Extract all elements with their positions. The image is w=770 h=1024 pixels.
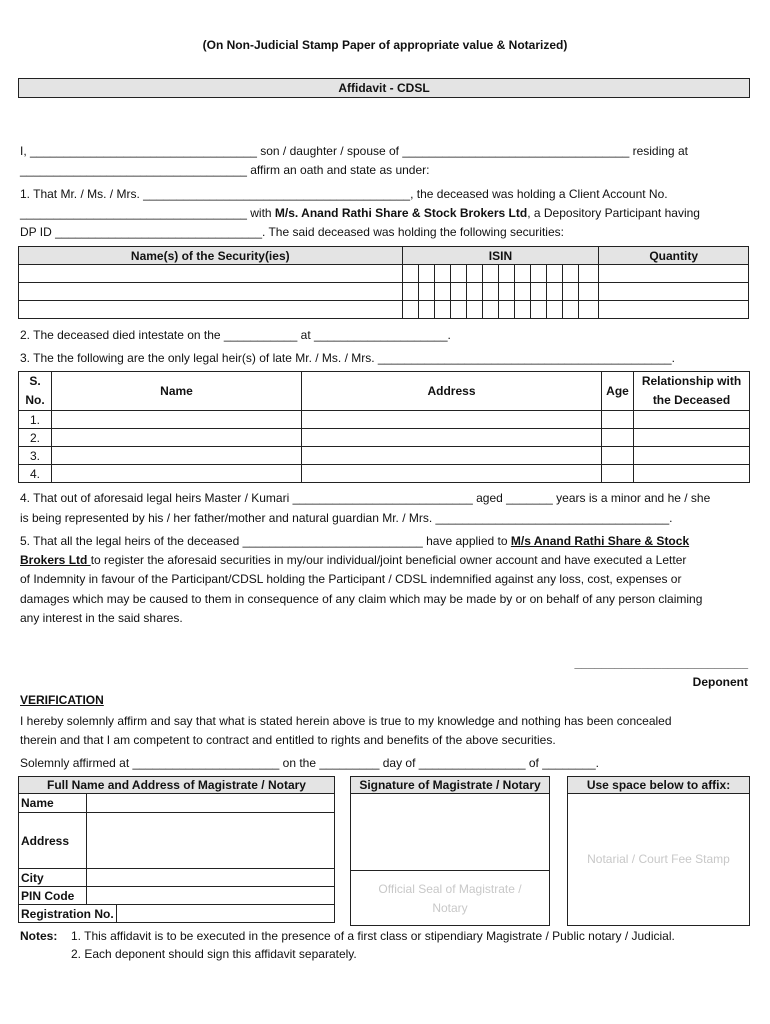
stamp-paper-note: (On Non-Judicial Stamp Paper of appropriate value & Notarized) [202,38,568,52]
para1-line-3: DP ID _______________________________. The said deceased was holding the following securities: [20,225,564,239]
heir-address-cell[interactable] [302,411,602,429]
heir-age-cell[interactable] [602,465,634,483]
security-name-cell[interactable] [19,283,403,301]
heir-name-cell[interactable] [52,429,302,447]
col-isin: ISIN [402,247,599,265]
deponent-label: Deponent [692,675,748,689]
heir-address-cell[interactable] [302,429,602,447]
col-quantity: Quantity [599,247,749,265]
para5-line-5: any interest in the said shares. [20,611,183,625]
table-row [19,301,749,319]
notes-label: Notes: [20,929,58,943]
note-1: 1. This affidavit is to be executed in the presence of a first class or stipendiary Magistrate / Public notary / Judicial. [71,929,675,943]
row-number: 1. [19,411,52,429]
para2: 2. The deceased died intestate on the ___________ at ____________________. [20,328,451,342]
row-number: 2. [19,429,52,447]
para5-line-2 [20,553,686,567]
intro-line-1: I, __________________________________ son / daughter / spouse of __________________________________ residing at [20,144,688,158]
magistrate-address-field[interactable] [87,813,335,869]
stamp-box[interactable] [567,793,750,926]
table-row [19,447,750,465]
verification-line-1: I hereby solemnly affirm and say that what is stated herein above is true to my knowledge and nothing has been concealed [20,714,672,728]
para1-line-1: 1. That Mr. / Ms. / Mrs. ________________________________________, the deceased was holding a Client Account No. [20,187,668,201]
magistrate-registration-field[interactable] [117,905,335,923]
table-row [19,465,750,483]
signature-divider [351,870,549,871]
quantity-cell[interactable] [599,283,749,301]
heir-age-cell[interactable] [602,429,634,447]
signature-box[interactable] [350,793,550,926]
page-title: Affidavit - CDSL [18,78,750,98]
para4-line-1: 4. That out of aforesaid legal heirs Master / Kumari ___________________________ aged _______ years is a minor and he / she [20,491,711,505]
para5-line-4: damages which may be caused to them in consequence of any claim which may be made by or on behalf of any person claiming [20,592,703,606]
row-number: 4. [19,465,52,483]
col-heir-address: Address [302,372,602,411]
heir-relationship-cell[interactable] [634,465,750,483]
para5-line-1 [20,534,689,548]
seal-text-1: Official Seal of Magistrate / [378,882,522,896]
seal-text-2: Notary [432,901,468,915]
magistrate-pin-field[interactable] [87,887,335,905]
verification-line-3: Solemnly affirmed at ______________________ on the _________ day of ________________ of ________. [20,756,599,770]
broker-name-3: Brokers Ltd [20,553,91,567]
table-row [19,265,749,283]
quantity-cell[interactable] [599,265,749,283]
heir-name-cell[interactable] [52,465,302,483]
broker-name-2: M/s Anand Rathi Share & Stock [510,534,690,548]
magistrate-city-field[interactable] [87,869,335,887]
para4-line-2: is being represented by his / her father/mother and natural guardian Mr. / Mrs. ___________________________________. [20,511,673,525]
security-name-cell[interactable] [19,301,403,319]
col-security-name: Name(s) of the Security(ies) [19,247,403,265]
court-fee-stamp-area: Notarial / Court Fee Stamp [587,852,730,866]
table-row [19,283,749,301]
broker-name: M/s. Anand Rathi Share & Stock Brokers Ltd [274,206,528,220]
quantity-cell[interactable] [599,301,749,319]
signature-header: Signature of Magistrate / Notary [350,776,550,794]
heir-relationship-cell[interactable] [634,411,750,429]
securities-table [18,246,749,319]
heir-age-cell[interactable] [602,447,634,465]
legal-heirs-table [18,371,750,483]
heir-name-cell[interactable] [52,447,302,465]
city-label: City [19,869,87,887]
col-sno-2: No. [25,393,45,407]
address-label: Address [19,813,87,869]
heir-address-cell[interactable] [302,465,602,483]
col-relationship: Relationship with [641,374,742,388]
heir-relationship-cell[interactable] [634,429,750,447]
intro-line-2: __________________________________ affirm an oath and state as under: [20,163,430,177]
row-number: 3. [19,447,52,465]
verification-line-2: therein and that I am competent to contract and entitled to rights and benefits of the above securities. [20,733,556,747]
para5-line-2-post: to register the aforesaid securities in my/our individual/joint beneficial owner account and have executed a Letter [90,553,687,567]
security-name-cell[interactable] [19,265,403,283]
para5-line-3: of Indemnity in favour of the Participant/CDSL holding the Participant / CDSL indemnified against any loss, cost, expenses or [20,572,682,586]
name-label: Name [19,794,87,813]
col-heir-age: Age [602,372,634,411]
magistrate-name-field[interactable] [87,794,335,813]
col-sno: S. [29,374,41,388]
para5-line-1-pre: 5. That all the legal heirs of the deceased ___________________________ have applied to [20,534,511,548]
para3: 3. The the following are the only legal heir(s) of late Mr. / Ms. / Mrs. ____________________________________________. [20,351,675,365]
heir-age-cell[interactable] [602,411,634,429]
deponent-signature-line: __________________________ [574,656,748,670]
col-relationship-2: the Deceased [652,393,731,407]
official-seal-area [351,880,549,918]
heir-address-cell[interactable] [302,447,602,465]
magistrate-details-table [18,776,335,923]
pin-code-label: PIN Code [19,887,87,905]
heir-relationship-cell[interactable] [634,447,750,465]
heir-name-cell[interactable] [52,411,302,429]
affix-header: Use space below to affix: [567,776,750,794]
para1-line-2-pre: __________________________________ with [20,206,275,220]
para1-line-2-post: , a Depository Participant having [527,206,700,220]
verification-heading: VERIFICATION [20,693,104,707]
note-2: 2. Each deponent should sign this affidavit separately. [71,947,357,961]
table-row [19,429,750,447]
magistrate-details-header: Full Name and Address of Magistrate / Notary [19,777,335,794]
table-row [19,411,750,429]
registration-label: Registration No. [19,905,117,923]
col-heir-name: Name [52,372,302,411]
para1-line-2 [20,206,700,220]
